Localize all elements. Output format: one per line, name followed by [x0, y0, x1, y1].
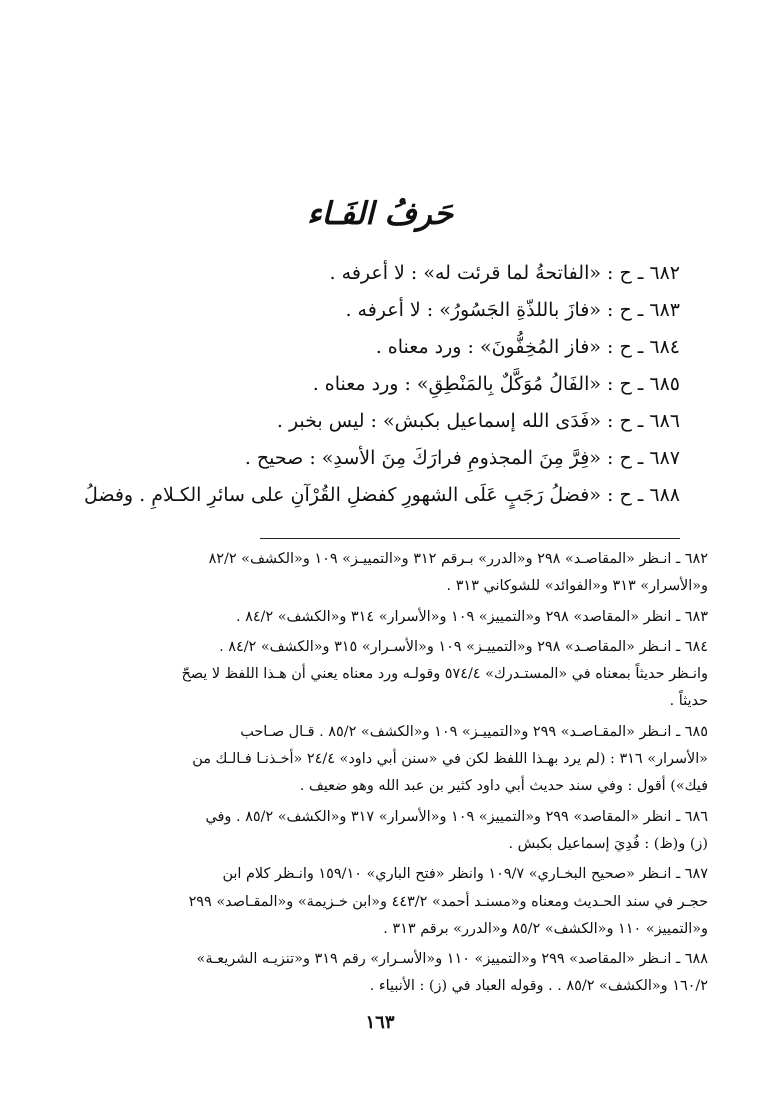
footnote-line: ٦٨٣ ـ انظر «المقاصد» ٢٩٨ و«التمييز» ١٠٩ و«الأسرار» ٣١٤ و«الكشف» ٨٤/٢ .: [235, 608, 708, 625]
entry-683: ٦٨٣ ـ ح : «فازَ باللذّةِ الجَسُورُ» : لا أعرفه .: [345, 299, 680, 321]
footnote-688: [48, 946, 708, 1001]
footnote-line: فيك») أقول : وفي سند حديث أبي داود كثير بن عبد الله وهو ضعيف .: [299, 778, 708, 795]
footnote-line: ٦٨٧ ـ انـظر «صحيح البخـاري» ١٠٩/٧ وانظر «فتح الباري» ١٥٩/١٠ وانـظر كلام ابن: [222, 866, 708, 883]
footnote-line: ٦٨٥ ـ انـظر «المقـاصـد» ٢٩٩ و«التمييـز» ١٠٩ و«الكشف» ٨٥/٢ . قـال صـاحب: [240, 723, 708, 740]
entry-684: ٦٨٤ ـ ح : «فاز المُخِفُّونَ» : ورد معناه .: [375, 336, 680, 358]
footnote-line: ٦٨٤ ـ انـظر «المقاصـد» ٢٩٨ و«التمييـز» ١٠٩ و«الأسـرار» ٣١٥ و«الكشف» ٨٤/٢ .: [219, 638, 708, 655]
footnote-683: [48, 604, 708, 631]
footnotes: [48, 546, 708, 1001]
hadith-entries: [60, 256, 680, 515]
footnote-line: و«الأسرار» ٣١٣ و«الفوائد» للشوكاني ٣١٣ .: [446, 578, 708, 595]
footnote-line: (ز) و(ظ) : فُدِيَ إسماعيل بكبش .: [508, 835, 708, 852]
footnote-line: حجـر في سند الحـديث ومعناه و«مسنـد أحمد» ٤٤٣/٢ و«ابن خـزيمة» و«المقـاصد» ٢٩٩: [188, 893, 708, 910]
footnote-line: ٦٨٨ ـ انـظر «المقاصد» ٢٩٩ و«التمييز» ١١٠ و«الأسـرار» رقم ٣١٩ و«تنزيـه الشريعـة»: [196, 951, 708, 968]
footnote-line: ٦٨٦ ـ انظر «المقاصد» ٢٩٩ و«التمييز» ١٠٩ و«الأسرار» ٣١٧ و«الكشف» ٨٥/٢ . وفي: [205, 808, 708, 825]
entry-686: ٦٨٦ ـ ح : «فَدَى الله إسماعيل بكبش» : ليس بخبر .: [276, 410, 680, 432]
footnote-line: و«التمييز» ١١٠ و«الكشف» ٨٥/٢ و«الدرر» برقم ٣١٣ .: [383, 920, 708, 937]
footnote-685: [48, 719, 708, 801]
footnote-687: [48, 861, 708, 943]
entry-687: ٦٨٧ ـ ح : «فِرَّ مِنَ المجذومِ فرارَكَ مِنَ الأسدِ» : صحيح .: [244, 447, 680, 469]
footnote-separator: [260, 538, 680, 539]
footnote-686: [48, 804, 708, 859]
footnote-line: ١٦٠/٢ و«الكشف» ٨٥/٢ . . وقوله العباد في (ز) : الأنبياء .: [369, 978, 708, 995]
section-heading: حَرفُ الفَـاء: [306, 196, 454, 232]
footnote-682: [48, 546, 708, 601]
entry-685: ٦٨٥ ـ ح : «الفَالُ مُوَكَّلٌ بِالمَنْطِقِ» : ورد معناه .: [312, 373, 680, 395]
footnote-line: وانـظر حديثاً بمعناه في «المستـدرك» ٥٧٤/٤ وقولـه ورد معناه يعني أن هـذا اللفظ لا يصحّ: [181, 666, 708, 683]
page-number: ١٦٣: [365, 1012, 395, 1033]
footnote-684: [48, 634, 708, 716]
entry-688: ٦٨٨ ـ ح : «فضلُ رَجَبٍ عَلَى الشهورِ كفضلِ القُرْآنِ على سائرِ الكـلامِ . وفضلُ: [83, 484, 680, 506]
footnote-line: ٦٨٢ ـ انـظر «المقاصـد» ٢٩٨ و«الدرر» بـرقم ٣١٢ و«التمييـز» ١٠٩ و«الكشف» ٨٢/٢: [208, 551, 708, 567]
entry-682: ٦٨٢ ـ ح : «الفاتحةُ لما قرئت له» : لا أعرفه .: [329, 262, 680, 284]
footnote-line: حديثاً .: [669, 693, 708, 710]
footnote-line: «الأسرار» ٣١٦ : (لم يرد بهـذا اللفظ لكن في «سنن أبي داود» ٢٤/٤ «أخـذنـا فـالـك من: [192, 751, 708, 768]
